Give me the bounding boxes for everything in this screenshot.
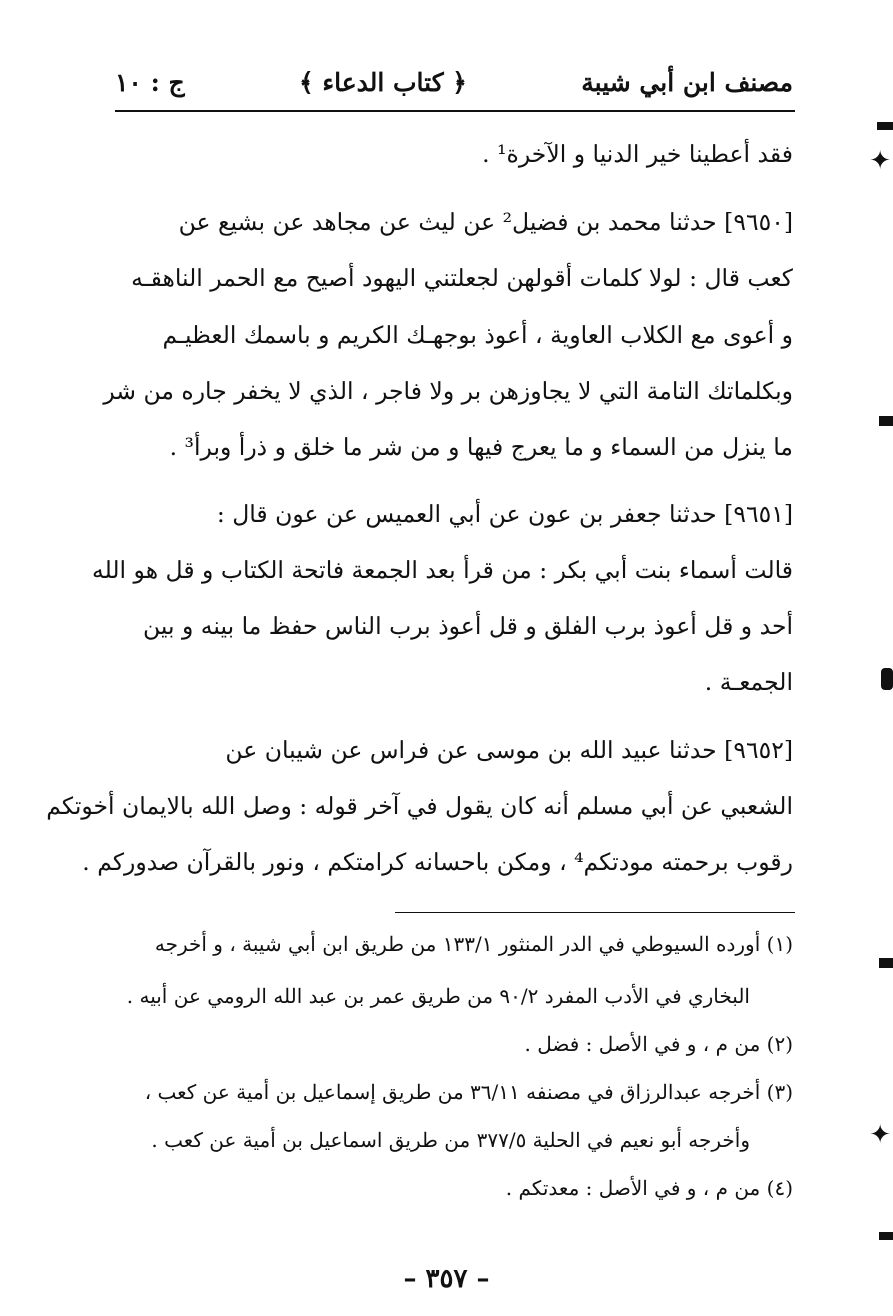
- body-line: وبكلماتك التامة التي لا يجاوزهن بر ولا فاجر ، الذي لا يخفر جاره من شر: [103, 377, 793, 405]
- body-line: رقوب برحمته مودتكم⁴ ، ومكن باحسانه كرامتكم ، ونور بالقرآن صدوركم .: [82, 848, 793, 876]
- header-rule: [115, 110, 795, 112]
- footnote-line: (٢) من م ، و في الأصل : فضل .: [524, 1032, 793, 1056]
- body-line: كعب قال : لولا كلمات أقولهن لجعلتني اليهود أصيح مع الحمر الناهقـه: [131, 264, 793, 292]
- body-line: و أعوى مع الكلاب العاوية ، أعوذ بوجهـك الكريم و باسمك العظيـم: [162, 321, 793, 349]
- margin-mark: [879, 416, 893, 426]
- body-line: [٩٦٥١] حدثنا جعفر بن عون عن أبي العميس عن عون قال :: [216, 500, 793, 528]
- footnote-line: (٤) من م ، و في الأصل : معدتكم .: [505, 1176, 793, 1200]
- margin-star-icon: ✦: [869, 1120, 891, 1150]
- footnote-rule: [395, 912, 795, 913]
- margin-star-icon: ✦: [869, 146, 891, 176]
- margin-mark: [879, 958, 893, 968]
- volume-number: ج : ١٠: [115, 67, 185, 97]
- margin-mark: [881, 668, 893, 690]
- body-line: [٩٦٥٢] حدثنا عبيد الله بن موسى عن فراس عن شيبان عن: [225, 736, 793, 764]
- footnote-line: وأخرجه أبو نعيم في الحلية ٣٧٧/٥ من طريق اسماعيل بن أمية عن كعب .: [151, 1128, 750, 1152]
- running-header: [115, 58, 793, 106]
- page-number: – ٣٥٧ –: [403, 1264, 490, 1294]
- margin-mark: [877, 122, 893, 130]
- margin-mark: [879, 1232, 893, 1240]
- footnote-line: (١) أورده السيوطي في الدر المنثور ١٣٣/١ من طريق ابن أبي شيبة ، و أخرجه: [154, 932, 793, 956]
- body-line: الشعبي عن أبي مسلم أنه كان يقول في آخر قوله : وصل الله بالايمان أخوتكم: [46, 792, 793, 820]
- body-line: الجمعـة .: [704, 668, 793, 696]
- footnote-line: (٣) أخرجه عبدالرزاق في مصنفه ٣٦/١١ من طريق إسماعيل بن أمية عن كعب ،: [144, 1080, 793, 1104]
- body-line: قالت أسماء بنت أبي بكر : من قرأ بعد الجمعة فاتحة الكتاب و قل هو الله: [92, 556, 793, 584]
- footnote-line: البخاري في الأدب المفرد ٩٠/٢ من طريق عمر بن عبد الله الرومي عن أبيه .: [126, 984, 750, 1008]
- body-line: [٩٦٥٠] حدثنا محمد بن فضيل² عن ليث عن مجاهد عن بشيع عن: [178, 208, 793, 236]
- body-line: ما ينزل من السماء و ما يعرج فيها و من شر ما خلق و ذرأ وبرأ³ .: [169, 433, 793, 461]
- body-line: فقد أعطينا خير الدنيا و الآخرة¹ .: [482, 140, 793, 168]
- chapter-title: ﴿ كتاب الدعاء ﴾: [298, 67, 467, 97]
- book-title: مصنف ابن أبي شيبة: [581, 67, 793, 97]
- body-line: أحد و قل أعوذ برب الفلق و قل أعوذ برب الناس حفظ ما بينه و بين: [142, 612, 793, 640]
